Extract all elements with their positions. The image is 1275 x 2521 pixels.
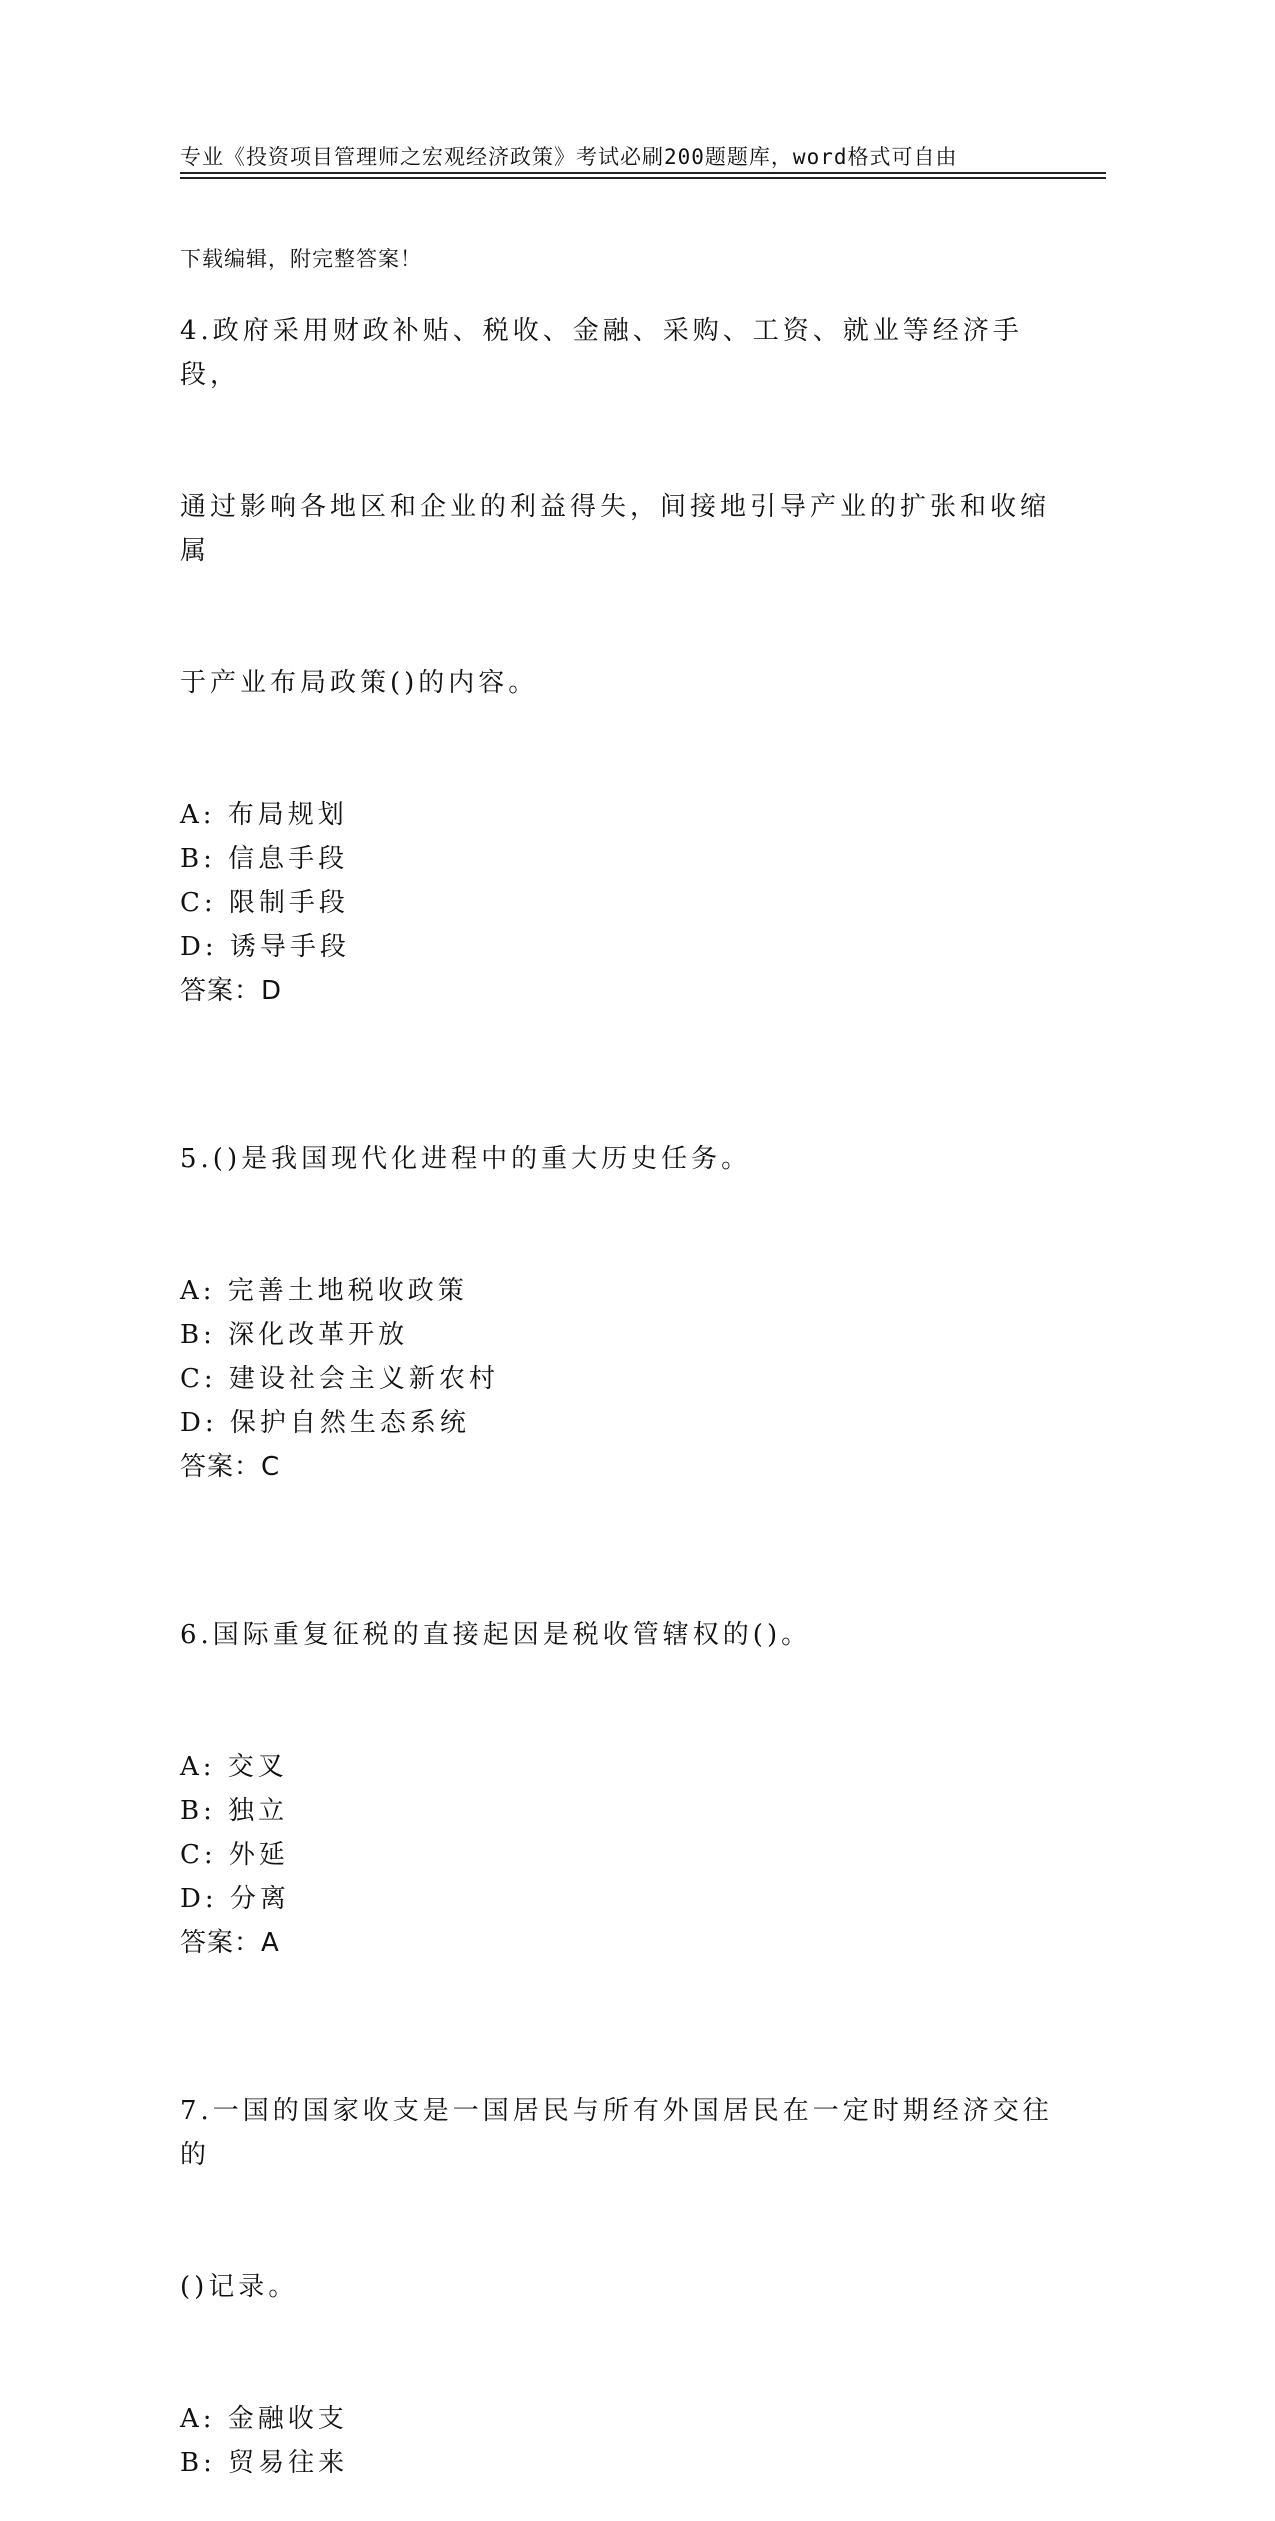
option-c: C: 限制手段 xyxy=(180,888,349,918)
question-text xyxy=(180,221,1060,793)
answer-line: 答案：A xyxy=(180,1928,280,1958)
header-divider-bottom xyxy=(180,177,1106,179)
question-text xyxy=(180,1049,1060,1269)
question-text-line: 于产业布局政策()的内容。 xyxy=(180,668,539,698)
question-5 xyxy=(180,1049,1060,1489)
question-text-line: 6.国际重复征税的直接起因是税收管辖权的()。 xyxy=(180,1620,812,1650)
question-text-line: 4.政府采用财政补贴、税收、金融、采购、工资、就业等经济手段， xyxy=(180,316,1023,390)
option-d: D: 保护自然生态系统 xyxy=(180,1408,470,1438)
header-line-2: 下载编辑，附完整答案！ xyxy=(180,247,422,271)
header-line-1: 专业《投资项目管理师之宏观经济政策》考试必刷200题题库，word格式可自由 xyxy=(180,145,958,169)
option-a: A: 交叉 xyxy=(180,1752,288,1782)
option-c: C: 建设社会主义新农村 xyxy=(180,1364,499,1394)
option-c: C: 外延 xyxy=(180,1840,289,1870)
question-text-line: ()记录。 xyxy=(180,2272,299,2302)
question-6 xyxy=(180,1525,1060,1965)
option-d: D: 诱导手段 xyxy=(180,932,350,962)
option-a: A: 金融收支 xyxy=(180,2404,348,2434)
answer-line: 答案：C xyxy=(180,1452,281,1482)
option-a: A: 布局规划 xyxy=(180,800,348,830)
question-text xyxy=(180,2001,1060,2397)
option-a: A: 完善土地税收政策 xyxy=(180,1276,468,1306)
question-list xyxy=(180,221,1060,2521)
option-b: B: 独立 xyxy=(180,1796,289,1826)
answer-line: 答案：D xyxy=(180,976,283,1006)
question-text xyxy=(180,1525,1060,1745)
option-b: B: 贸易往来 xyxy=(180,2448,349,2478)
option-d: D: 分离 xyxy=(180,1884,290,1914)
header-divider-top xyxy=(180,172,1106,174)
question-4 xyxy=(180,221,1060,1013)
question-7 xyxy=(180,2001,1060,2485)
option-b: B: 深化改革开放 xyxy=(180,1320,409,1350)
question-text-line: 通过影响各地区和企业的利益得失，间接地引导产业的扩张和收缩属 xyxy=(180,492,1051,566)
option-b: B: 信息手段 xyxy=(180,844,349,874)
question-text-line: 5.()是我国现代化进程中的重大历史任务。 xyxy=(180,1144,752,1174)
question-text-line: 7.一国的国家收支是一国居民与所有外国居民在一定时期经济交往的 xyxy=(180,2096,1053,2170)
